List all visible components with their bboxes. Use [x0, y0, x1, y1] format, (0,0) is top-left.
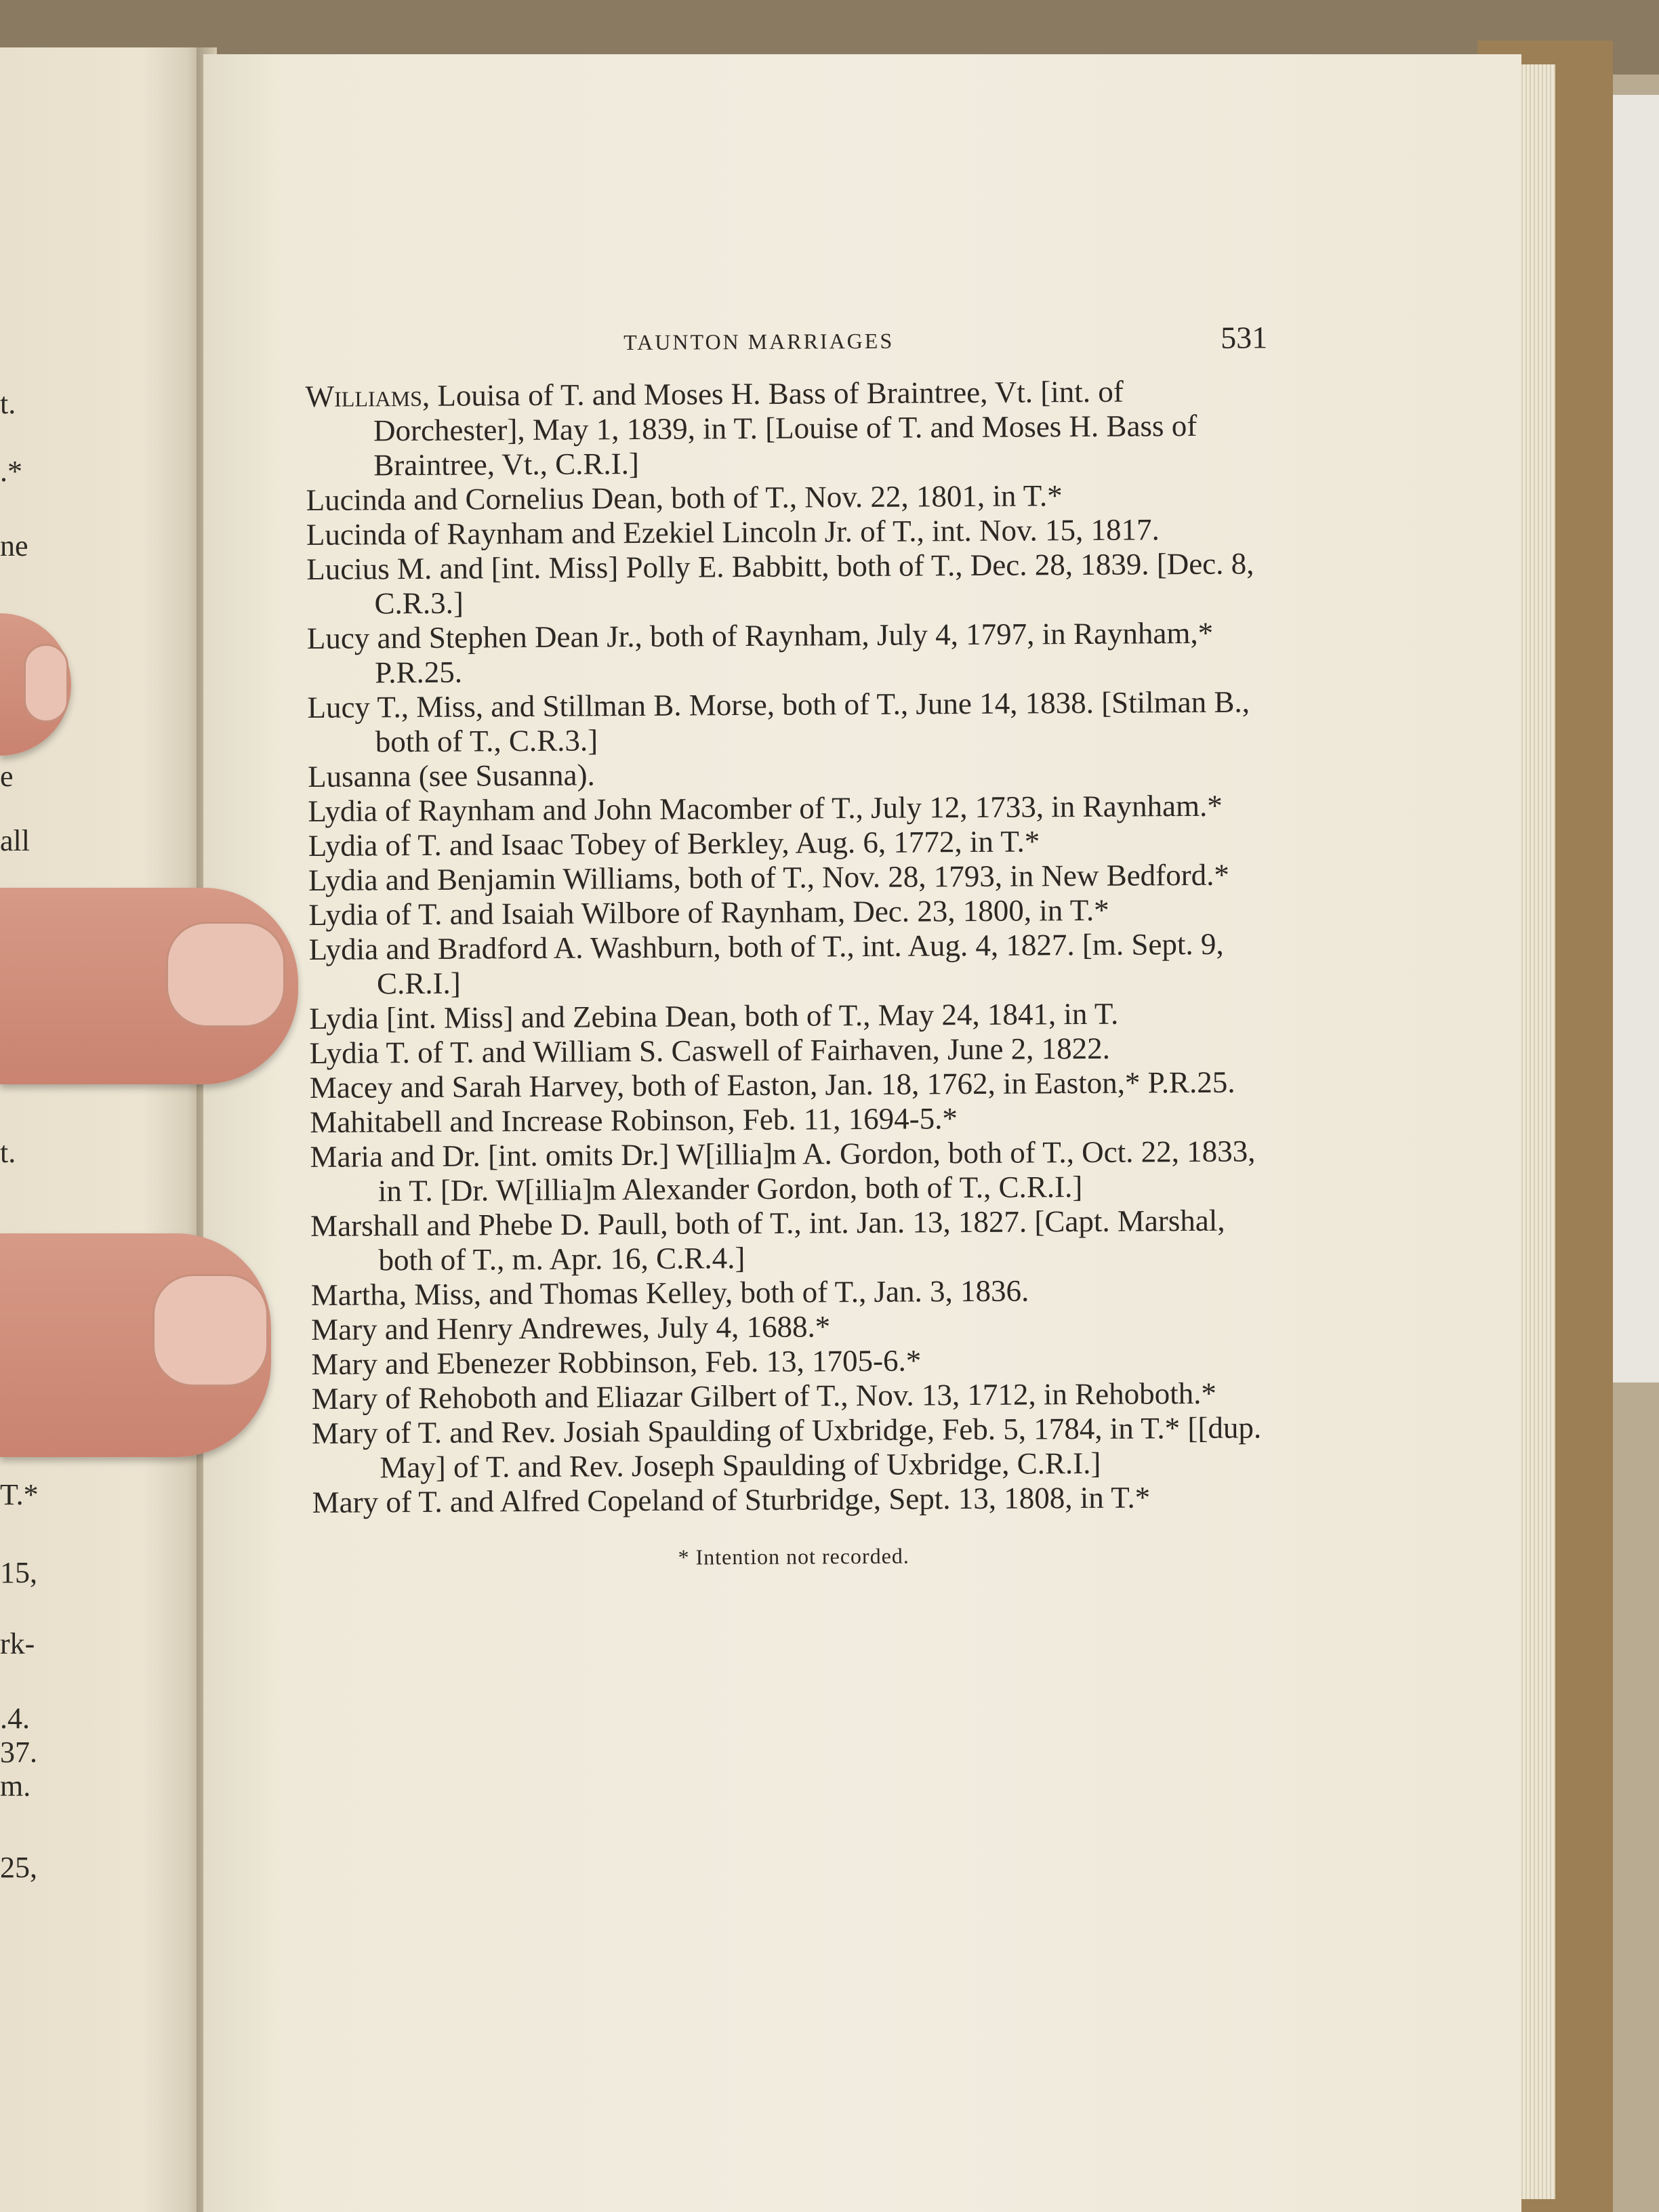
- finger-middle: [0, 888, 298, 1084]
- entry: Mahitabell and Increase Robinson, Feb. 11, 1694-5.*: [310, 1101, 958, 1139]
- left-page-fragment: 37.: [0, 1736, 37, 1769]
- left-page-fragment: 25,: [0, 1851, 37, 1884]
- page-text: [305, 312, 1275, 1572]
- entry: [306, 373, 1269, 483]
- left-page-fragment: .*: [0, 455, 22, 488]
- entry: Marshall and Phebe D. Paull, both of T., int. Jan. 13, 1827. [Capt. Marshal, both of T., m. Apr. 16, C.R.4.]: [310, 1203, 1225, 1277]
- entry: Lydia T. of T. and William S. Caswell of Fairhaven, June 2, 1822.: [309, 1031, 1111, 1070]
- fingernail: [152, 1274, 268, 1387]
- left-page-fragment: rk-: [0, 1627, 35, 1660]
- entry: Macey and Sarah Harvey, both of Easton, Jan. 18, 1762, in Easton,* P.R.25.: [309, 1065, 1235, 1105]
- entry: Lydia [int. Miss] and Zebina Dean, both of T., May 24, 1841, in T.: [309, 996, 1119, 1036]
- left-page-fragment: ne: [0, 529, 28, 562]
- entry: Mary of T. and Rev. Josiah Spaulding of Uxbridge, Feb. 5, 1784, in T.* [[dup. May] of T. and Rev. Joseph Spaulding of Uxbridge, C.R.I.]: [311, 1410, 1262, 1485]
- entry: Maria and Dr. [int. omits Dr.] W[illia]m A. Gordon, both of T., Oct. 22, 1833, in T. [Dr. W[illia]m Alexander Gordon, both of T., C.R.I.]: [310, 1134, 1256, 1208]
- left-page-fragment: T.*: [0, 1478, 39, 1511]
- entry: Lusanna (see Susanna).: [307, 758, 595, 794]
- fingernail: [166, 922, 285, 1027]
- left-page-fragment: t.: [0, 387, 16, 420]
- entry: Mary and Ebenezer Robbinson, Feb. 13, 1705-6.*: [311, 1343, 922, 1381]
- left-page-fragment: m.: [0, 1769, 31, 1803]
- entry: Mary of Rehoboth and Eliazar Gilbert of T., Nov. 13, 1712, in Rehoboth.*: [311, 1376, 1217, 1416]
- entry: Lydia and Benjamin Williams, both of T., Nov. 28, 1793, in New Bedford.*: [308, 857, 1230, 897]
- entry: Lydia and Bradford A. Washburn, both of T., int. Aug. 4, 1827. [m. Sept. 9, C.R.I.]: [308, 926, 1224, 1001]
- left-page-fragment: .4.: [0, 1702, 30, 1735]
- running-head-title: TAUNTON MARRIAGES: [623, 328, 895, 355]
- entry-surname: Williams,: [305, 378, 430, 413]
- entry: Mary and Henry Andrewes, July 4, 1688.*: [310, 1309, 831, 1347]
- fingernail: [24, 644, 68, 722]
- entry: Mary of T. and Alfred Copeland of Sturbridge, Sept. 13, 1808, in T.*: [312, 1480, 1151, 1519]
- entry: Lucius M. and [int. Miss] Polly E. Babbitt, both of T., Dec. 28, 1839. [Dec. 8, C.R.3.]: [306, 546, 1254, 621]
- entry: Lucy and Stephen Dean Jr., both of Raynham, July 4, 1797, in Raynham,* P.R.25.: [306, 615, 1214, 690]
- left-page-fragment: e: [0, 760, 14, 793]
- left-page-fragment: 15,: [0, 1556, 37, 1589]
- entry: Lucy T., Miss, and Stillman B. Morse, both of T., June 14, 1838. [Stilman B., both of T., C.R.3.]: [307, 684, 1250, 759]
- running-head: [305, 312, 1268, 380]
- left-page: [0, 47, 203, 2212]
- left-page-fragment: all: [0, 824, 30, 857]
- entry-text: Louisa of T. and Moses H. Bass of Braintree, Vt. [int. of Dorchester], May 1, 1839, in T. [Louise of T. and Moses H. Bass of Braintree, Vt., C.R.I.]: [373, 374, 1197, 483]
- entry: Lydia of T. and Isaac Tobey of Berkley, Aug. 6, 1772, in T.*: [308, 824, 1040, 863]
- footnote: * Intention not recorded.: [678, 1543, 909, 1570]
- entry: Lydia of T. and Isaiah Wilbore of Raynham, Dec. 23, 1800, in T.*: [308, 893, 1109, 932]
- page-number: 531: [1221, 320, 1268, 355]
- entry: Lucinda and Cornelius Dean, both of T., Nov. 22, 1801, in T.*: [306, 478, 1063, 517]
- left-page-fragment: t.: [0, 1136, 16, 1169]
- finger-lower: [0, 1233, 271, 1457]
- entry: Martha, Miss, and Thomas Kelley, both of T., Jan. 3, 1836.: [310, 1273, 1029, 1312]
- entry: Lucinda of Raynham and Ezekiel Lincoln Jr. of T., int. Nov. 15, 1817.: [306, 512, 1160, 552]
- entry: Lydia of Raynham and John Macomber of T., July 12, 1733, in Raynham.*: [308, 788, 1223, 828]
